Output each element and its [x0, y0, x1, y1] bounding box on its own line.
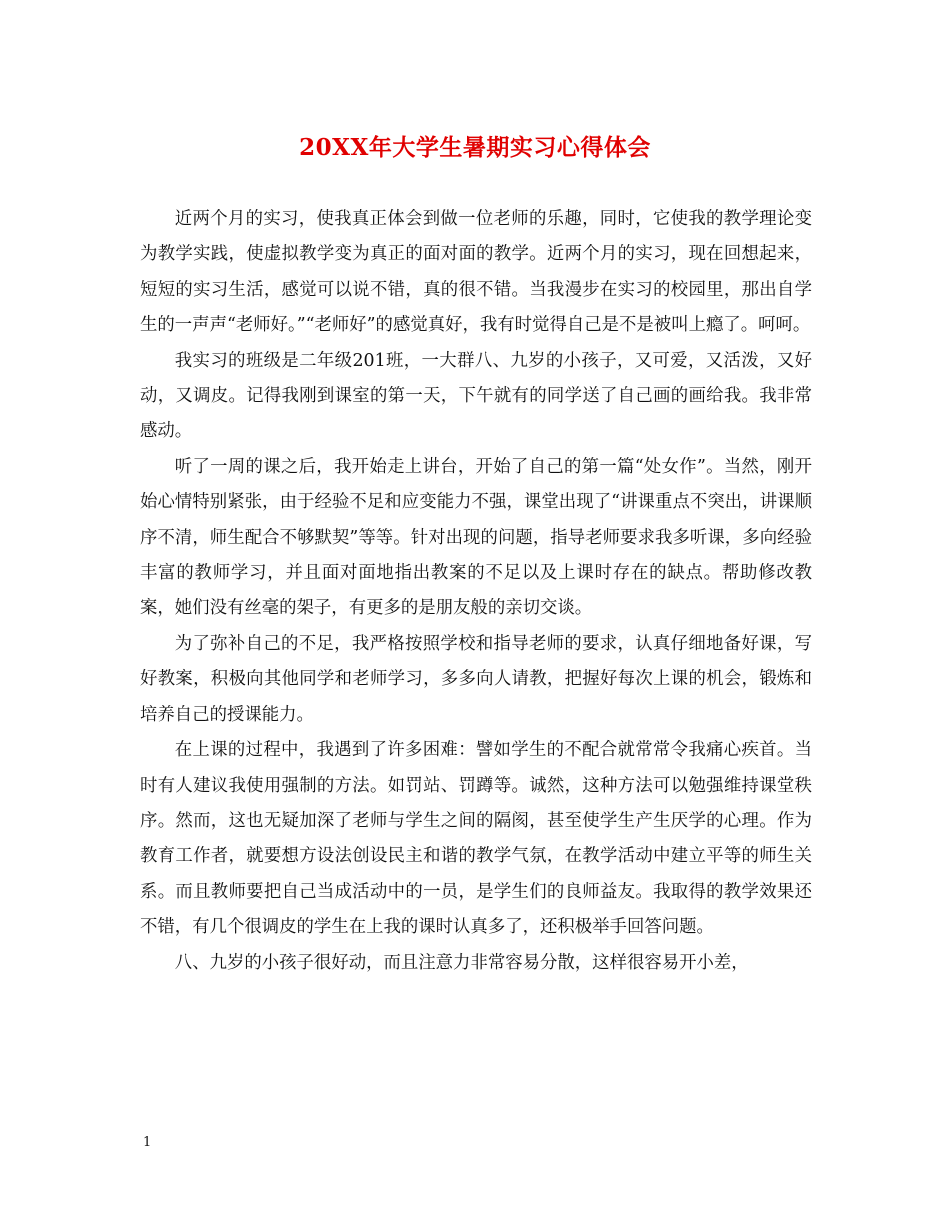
- paragraph-6: 八、九岁的小孩子很好动，而且注意力非常容易分散，这样很容易开小差，: [174, 952, 749, 973]
- document-title: 20XX年大学生暑期实习心得体会: [299, 134, 651, 161]
- paragraph-2: 我实习的班级是二年级201班，一大群八、九岁的小孩子，又可爱，又活泼，又好动，又调皮。记得我刚到课室的第一天，下午就有的同学送了自己画的画给我。我非常感动。: [140, 350, 812, 442]
- paragraph-4: 为了弥补自己的不足，我严格按照学校和指导老师的要求，认真仔细地备好课，写好教案，积极向其他同学和老师学习，多多向人请教，把握好每次上课的机会，锻炼和培养自己的授课能力。: [140, 633, 812, 725]
- document-body: [140, 202, 812, 981]
- paragraph-5: 在上课的过程中，我遇到了许多困难：譬如学生的不配合就常常令我痛心疾首。当时有人建议我使用强制的方法。如罚站、罚蹲等。诚然，这种方法可以勉强维持课堂秩序。然而，这也无疑加深了老师与学生之间的隔阂，甚至使学生产生厌学的心理。作为教育工作者，就要想方设法创设民主和谐的教学气氛，在教学活动中建立平等的师生关系。而且教师要把自己当成活动中的一员，是学生们的良师益友。我取得的教学效果还不错，有几个很调皮的学生在上我的课时认真多了，还积极举手回答问题。: [140, 740, 812, 938]
- page-number: 1: [143, 1135, 152, 1150]
- paragraph-1: 近两个月的实习，使我真正体会到做一位老师的乐趣，同时，它使我的教学理论变为教学实践，使虚拟教学变为真正的面对面的教学。近两个月的实习，现在回想起来，短短的实习生活，感觉可以说不错，真的很不错。当我漫步在实习的校园里，那出自学生的一声声“老师好。”“老师好”的感觉真好，我有时觉得自己是不是被叫上瘾了。呵呵。: [140, 209, 812, 336]
- paragraph-3: 听了一周的课之后，我开始走上讲台，开始了自己的第一篇“处女作”。当然，刚开始心情特别紧张，由于经验不足和应变能力不强，课堂出现了“讲课重点不突出，讲课顺序不清，师生配合不够默契”等等。针对出现的问题，指导老师要求我多听课，多向经验丰富的教师学习，并且面对面地指出教案的不足以及上课时存在的缺点。帮助修改教案，她们没有丝毫的架子，有更多的是朋友般的亲切交谈。: [140, 456, 812, 619]
